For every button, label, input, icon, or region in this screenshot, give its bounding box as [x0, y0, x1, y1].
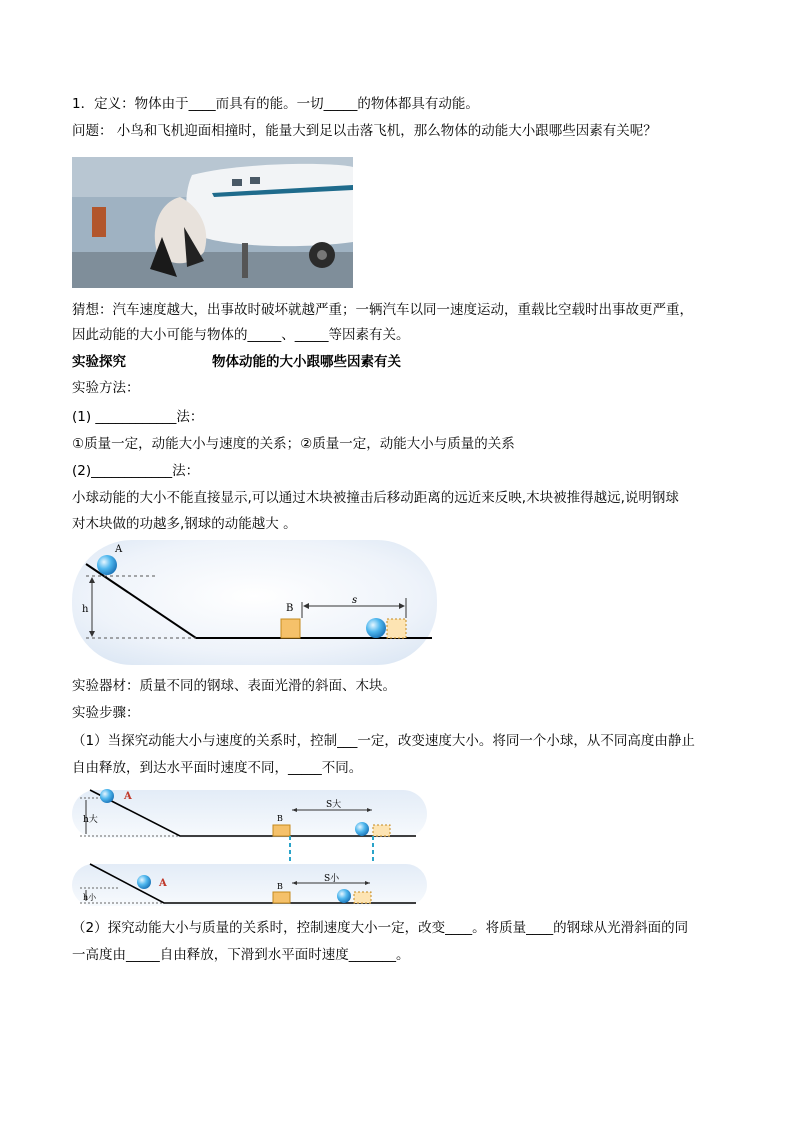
method-1: (1) ____________法： — [72, 409, 204, 425]
hypothesis-line-2: 因此动能的大小可能与物体的_____、_____等因素有关。 — [72, 327, 410, 343]
step-1-line-1: （1）当探究动能大小与速度的关系时，控制___一定，改变速度大小。将同一个小球，从不同高度由静止 — [72, 733, 695, 749]
distance-large-label: S大 — [326, 800, 342, 810]
plane-bird-collision-photo — [72, 157, 353, 288]
distance-small-label: S小 — [324, 874, 340, 884]
method-heading: 实验方法： — [72, 380, 140, 396]
height-small-label: h小 — [83, 893, 97, 902]
method-2-detail-1: 小球动能的大小不能直接显示,可以通过木块被撞击后移动距离的远近来反映,木块被推得越远,说明钢球 — [72, 490, 679, 506]
section-label: 实验探究 — [72, 354, 126, 370]
method-1-detail: ①质量一定，动能大小与速度的关系；②质量一定，动能大小与质量的关系 — [72, 436, 515, 452]
method-2-detail-2: 对木块做的功越多,钢球的动能越大 。 — [72, 516, 297, 532]
experiment-diagram — [72, 540, 437, 669]
distance-label: s — [352, 595, 358, 606]
block-b-label-upper: B — [277, 814, 283, 823]
height-label: h — [82, 604, 89, 615]
ball-a-label-upper: A — [124, 791, 132, 802]
block-b — [281, 619, 300, 638]
speed-comparison-diagram — [72, 782, 427, 916]
block-b-label-lower: B — [277, 882, 283, 891]
definition-line: 1．定义：物体由于____而具有的能。一切_____的物体都具有动能。 — [72, 96, 479, 112]
ball-label: A — [115, 544, 123, 555]
ball-a-label-lower: A — [159, 878, 167, 889]
section-title: 物体动能的大小跟哪些因素有关 — [212, 354, 401, 370]
step-2-line-2: 一高度由_____自由释放，下滑到水平面时速度_______。 — [72, 947, 410, 963]
step-2-line-1: （2）探究动能大小与质量的关系时，控制速度大小一定，改变____。将质量____的钢球从光滑斜面的同 — [72, 920, 689, 936]
block-label: B — [286, 603, 294, 614]
method-2: (2)____________法： — [72, 463, 200, 479]
question-line: 问题： 小鸟和飞机迎面相撞时，能量大到足以击落飞机，那么物体的动能大小跟哪些因素有关呢？ — [72, 123, 657, 139]
step-1-line-2: 自由释放，到达水平面时速度不同，_____不同。 — [72, 760, 363, 776]
hypothesis-line-1: 猜想：汽车速度越大，出事故时破坏就越严重；一辆汽车以同一速度运动，重载比空载时出事故更严重， — [72, 302, 693, 318]
height-large-label: h大 — [83, 815, 98, 825]
steps-heading: 实验步骤： — [72, 705, 140, 721]
equipment-line: 实验器材：质量不同的钢球、表面光滑的斜面、木块。 — [72, 678, 396, 694]
ball-a — [97, 555, 117, 575]
